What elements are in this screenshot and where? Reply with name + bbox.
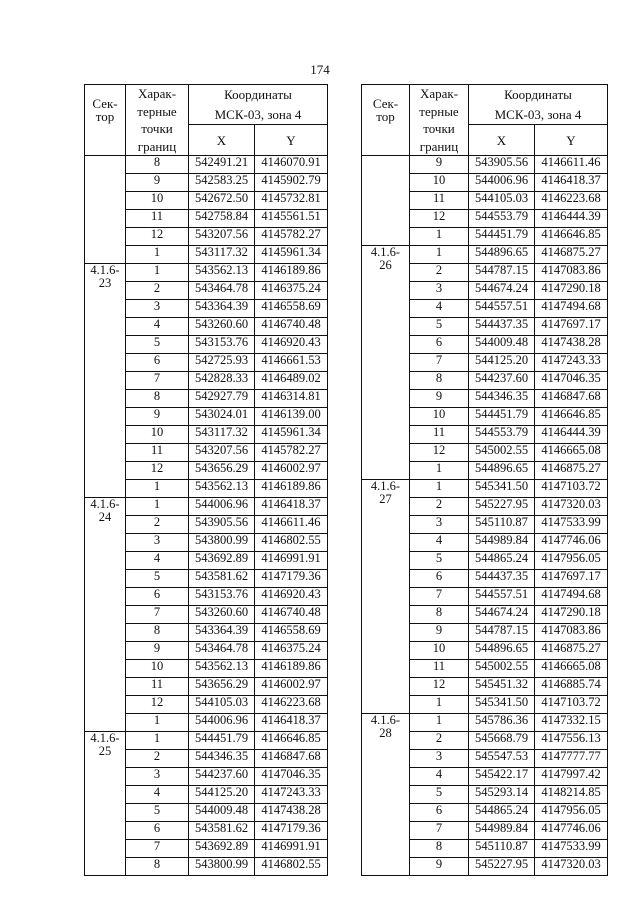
x-coordinate-cell: 544674.24 [469,282,535,300]
point-number-cell: 7 [410,354,469,372]
x-coordinate-cell: 544437.35 [469,318,535,336]
x-coordinate-cell: 544865.24 [469,552,535,570]
x-coordinate-cell: 543024.01 [189,408,255,426]
y-coordinate-cell: 4146139.00 [255,408,328,426]
point-number-cell: 6 [410,804,469,822]
point-number-cell: 8 [126,156,189,174]
y-coordinate-cell: 4147290.18 [535,282,608,300]
x-coordinate-cell: 544896.65 [469,462,535,480]
sector-cell: 4.1.6- 27 [362,480,410,714]
left-coordinates-table [84,84,328,876]
y-coordinate-cell: 4146418.37 [255,498,328,516]
y-coordinate-cell: 4145782.27 [255,444,328,462]
x-coordinate-cell: 543153.76 [189,588,255,606]
y-coordinate-cell: 4146558.69 [255,624,328,642]
x-coordinate-cell: 545422.17 [469,768,535,786]
y-coordinate-cell: 4146875.27 [535,462,608,480]
x-coordinate-cell: 543581.62 [189,822,255,840]
x-coordinate-cell: 544451.79 [469,228,535,246]
x-coordinate-cell: 543692.89 [189,552,255,570]
y-coordinate-cell: 4147494.68 [535,300,608,318]
header-x: X [469,125,535,156]
point-number-cell: 8 [126,858,189,876]
x-coordinate-cell: 542828.33 [189,372,255,390]
point-number-cell: 2 [126,750,189,768]
point-number-cell: 8 [410,840,469,858]
y-coordinate-cell: 4147083.86 [535,624,608,642]
y-coordinate-cell: 4145732.81 [255,192,328,210]
point-number-cell: 2 [126,516,189,534]
sector-cell [85,156,126,264]
y-coordinate-cell: 4147697.17 [535,318,608,336]
point-number-cell: 1 [126,498,189,516]
point-number-cell: 1 [410,480,469,498]
y-coordinate-cell: 4146802.55 [255,534,328,552]
y-coordinate-cell: 4147697.17 [535,570,608,588]
x-coordinate-cell: 543207.56 [189,444,255,462]
y-coordinate-cell: 4147533.99 [535,516,608,534]
point-number-cell: 5 [410,552,469,570]
table-row [362,714,608,732]
y-coordinate-cell: 4147320.03 [535,858,608,876]
y-coordinate-cell: 4146646.85 [535,228,608,246]
y-coordinate-cell: 4146444.39 [535,426,608,444]
point-number-cell: 2 [410,498,469,516]
header-characteristic-points: Харак- терные точки границ [410,85,469,156]
sector-cell: 4.1.6- 24 [85,498,126,732]
y-coordinate-cell: 4145561.51 [255,210,328,228]
y-coordinate-cell: 4147332.15 [535,714,608,732]
point-number-cell: 4 [126,318,189,336]
point-number-cell: 1 [126,732,189,750]
x-coordinate-cell: 544787.15 [469,264,535,282]
point-number-cell: 7 [126,840,189,858]
y-coordinate-cell: 4146885.74 [535,678,608,696]
point-number-cell: 9 [410,858,469,876]
y-coordinate-cell: 4147956.05 [535,552,608,570]
point-number-cell: 9 [410,390,469,408]
y-coordinate-cell: 4148214.85 [535,786,608,804]
y-coordinate-cell: 4146489.02 [255,372,328,390]
x-coordinate-cell: 544787.15 [469,624,535,642]
x-coordinate-cell: 543464.78 [189,282,255,300]
y-coordinate-cell: 4146189.86 [255,264,328,282]
right-coordinates-table [361,84,608,876]
point-number-cell: 1 [126,264,189,282]
sector-cell: 4.1.6- 23 [85,264,126,498]
x-coordinate-cell: 545110.87 [469,516,535,534]
y-coordinate-cell: 4147956.05 [535,804,608,822]
point-number-cell: 11 [126,444,189,462]
point-number-cell: 1 [410,714,469,732]
x-coordinate-cell: 543260.60 [189,606,255,624]
x-coordinate-cell: 543905.56 [189,516,255,534]
y-coordinate-cell: 4146665.08 [535,660,608,678]
x-coordinate-cell: 544125.20 [189,786,255,804]
point-number-cell: 6 [126,354,189,372]
table-row [362,156,608,174]
header-x: X [189,125,255,156]
point-number-cell: 8 [410,372,469,390]
point-number-cell: 5 [126,336,189,354]
point-number-cell: 12 [126,696,189,714]
point-number-cell: 5 [126,570,189,588]
point-number-cell: 3 [410,516,469,534]
point-number-cell: 8 [126,624,189,642]
x-coordinate-cell: 544237.60 [469,372,535,390]
x-coordinate-cell: 544346.35 [469,390,535,408]
y-coordinate-cell: 4146665.08 [535,444,608,462]
point-number-cell: 11 [126,210,189,228]
y-coordinate-cell: 4147320.03 [535,498,608,516]
point-number-cell: 7 [410,588,469,606]
y-coordinate-cell: 4146375.24 [255,642,328,660]
y-coordinate-cell: 4146611.46 [535,156,608,174]
page-number: 174 [310,62,330,77]
point-number-cell: 10 [126,660,189,678]
y-coordinate-cell: 4146189.86 [255,480,328,498]
point-number-cell: 4 [410,768,469,786]
x-coordinate-cell: 545451.32 [469,678,535,696]
y-coordinate-cell: 4145961.34 [255,426,328,444]
point-number-cell: 6 [126,588,189,606]
point-number-cell: 1 [126,480,189,498]
x-coordinate-cell: 545002.55 [469,660,535,678]
point-number-cell: 1 [126,714,189,732]
x-coordinate-cell: 543117.32 [189,426,255,444]
point-number-cell: 3 [410,750,469,768]
point-number-cell: 5 [410,318,469,336]
x-coordinate-cell: 544009.48 [469,336,535,354]
point-number-cell: 5 [126,804,189,822]
y-coordinate-cell: 4146558.69 [255,300,328,318]
point-number-cell: 10 [410,174,469,192]
x-coordinate-cell: 545547.53 [469,750,535,768]
point-number-cell: 4 [410,300,469,318]
y-coordinate-cell: 4146223.68 [535,192,608,210]
y-coordinate-cell: 4146189.86 [255,660,328,678]
y-coordinate-cell: 4146646.85 [535,408,608,426]
point-number-cell: 12 [410,444,469,462]
point-number-cell: 9 [410,624,469,642]
header-characteristic-points: Харак- терные точки границ [126,85,189,156]
table-row [85,498,328,516]
sector-cell: 4.1.6- 26 [362,246,410,480]
x-coordinate-cell: 544105.03 [469,192,535,210]
x-coordinate-cell: 544557.51 [469,588,535,606]
x-coordinate-cell: 545227.95 [469,858,535,876]
x-coordinate-cell: 544896.65 [469,642,535,660]
y-coordinate-cell: 4147046.35 [535,372,608,390]
y-coordinate-cell: 4147438.28 [255,804,328,822]
point-number-cell: 9 [126,408,189,426]
x-coordinate-cell: 543800.99 [189,534,255,552]
point-number-cell: 7 [410,822,469,840]
point-number-cell: 3 [126,534,189,552]
x-coordinate-cell: 545002.55 [469,444,535,462]
x-coordinate-cell: 545341.50 [469,696,535,714]
point-number-cell: 11 [410,426,469,444]
x-coordinate-cell: 543364.39 [189,624,255,642]
x-coordinate-cell: 544674.24 [469,606,535,624]
x-coordinate-cell: 543905.56 [469,156,535,174]
y-coordinate-cell: 4147533.99 [535,840,608,858]
y-coordinate-cell: 4146002.97 [255,678,328,696]
x-coordinate-cell: 543656.29 [189,678,255,696]
point-number-cell: 1 [410,228,469,246]
x-coordinate-cell: 544346.35 [189,750,255,768]
y-coordinate-cell: 4146661.53 [255,354,328,372]
x-coordinate-cell: 544553.79 [469,426,535,444]
point-number-cell: 3 [126,300,189,318]
point-number-cell: 7 [126,372,189,390]
y-coordinate-cell: 4146444.39 [535,210,608,228]
x-coordinate-cell: 543692.89 [189,840,255,858]
y-coordinate-cell: 4146002.97 [255,462,328,480]
point-number-cell: 2 [126,282,189,300]
y-coordinate-cell: 4146418.37 [255,714,328,732]
x-coordinate-cell: 543207.56 [189,228,255,246]
x-coordinate-cell: 542491.21 [189,156,255,174]
x-coordinate-cell: 543562.13 [189,264,255,282]
table-row [362,246,608,264]
x-coordinate-cell: 543581.62 [189,570,255,588]
y-coordinate-cell: 4146646.85 [255,732,328,750]
point-number-cell: 3 [126,768,189,786]
y-coordinate-cell: 4146875.27 [535,642,608,660]
x-coordinate-cell: 544989.84 [469,822,535,840]
x-coordinate-cell: 544553.79 [469,210,535,228]
y-coordinate-cell: 4146991.91 [255,552,328,570]
y-coordinate-cell: 4146802.55 [255,858,328,876]
y-coordinate-cell: 4147103.72 [535,480,608,498]
y-coordinate-cell: 4147243.33 [255,786,328,804]
point-number-cell: 11 [410,192,469,210]
x-coordinate-cell: 544006.96 [189,714,255,732]
x-coordinate-cell: 545227.95 [469,498,535,516]
point-number-cell: 5 [410,786,469,804]
y-coordinate-cell: 4147777.77 [535,750,608,768]
y-coordinate-cell: 4146740.48 [255,606,328,624]
point-number-cell: 11 [410,660,469,678]
y-coordinate-cell: 4146314.81 [255,390,328,408]
y-coordinate-cell: 4147046.35 [255,768,328,786]
header-sector: Сек- тор [85,85,126,156]
x-coordinate-cell: 545293.14 [469,786,535,804]
x-coordinate-cell: 544237.60 [189,768,255,786]
x-coordinate-cell: 545341.50 [469,480,535,498]
point-number-cell: 10 [126,426,189,444]
point-number-cell: 1 [410,462,469,480]
x-coordinate-cell: 544896.65 [469,246,535,264]
y-coordinate-cell: 4147438.28 [535,336,608,354]
header-y: Y [255,125,328,156]
x-coordinate-cell: 542758.84 [189,210,255,228]
table-row [362,480,608,498]
table-row [85,264,328,282]
x-coordinate-cell: 543656.29 [189,462,255,480]
x-coordinate-cell: 543800.99 [189,858,255,876]
y-coordinate-cell: 4145782.27 [255,228,328,246]
table-row [85,732,328,750]
y-coordinate-cell: 4146418.37 [535,174,608,192]
point-number-cell: 10 [410,642,469,660]
point-number-cell: 1 [410,246,469,264]
y-coordinate-cell: 4146611.46 [255,516,328,534]
x-coordinate-cell: 544006.96 [469,174,535,192]
y-coordinate-cell: 4147243.33 [535,354,608,372]
point-number-cell: 6 [410,336,469,354]
y-coordinate-cell: 4147494.68 [535,588,608,606]
point-number-cell: 8 [126,390,189,408]
y-coordinate-cell: 4147179.36 [255,570,328,588]
point-number-cell: 10 [410,408,469,426]
x-coordinate-cell: 545110.87 [469,840,535,858]
x-coordinate-cell: 543364.39 [189,300,255,318]
x-coordinate-cell: 543562.13 [189,480,255,498]
y-coordinate-cell: 4146920.43 [255,336,328,354]
point-number-cell: 9 [126,642,189,660]
y-coordinate-cell: 4146875.27 [535,246,608,264]
x-coordinate-cell: 544437.35 [469,570,535,588]
x-coordinate-cell: 544865.24 [469,804,535,822]
x-coordinate-cell: 544105.03 [189,696,255,714]
point-number-cell: 8 [410,606,469,624]
y-coordinate-cell: 4147556.13 [535,732,608,750]
y-coordinate-cell: 4146223.68 [255,696,328,714]
point-number-cell: 3 [410,282,469,300]
x-coordinate-cell: 542927.79 [189,390,255,408]
point-number-cell: 2 [410,264,469,282]
point-number-cell: 12 [410,210,469,228]
point-number-cell: 6 [126,822,189,840]
point-number-cell: 10 [126,192,189,210]
x-coordinate-cell: 544451.79 [469,408,535,426]
point-number-cell: 12 [126,462,189,480]
y-coordinate-cell: 4147290.18 [535,606,608,624]
point-number-cell: 12 [410,678,469,696]
x-coordinate-cell: 543464.78 [189,642,255,660]
x-coordinate-cell: 544009.48 [189,804,255,822]
x-coordinate-cell: 545668.79 [469,732,535,750]
y-coordinate-cell: 4146740.48 [255,318,328,336]
y-coordinate-cell: 4145902.79 [255,174,328,192]
point-number-cell: 7 [126,606,189,624]
y-coordinate-cell: 4146920.43 [255,588,328,606]
y-coordinate-cell: 4146991.91 [255,840,328,858]
y-coordinate-cell: 4147997.42 [535,768,608,786]
point-number-cell: 11 [126,678,189,696]
y-coordinate-cell: 4147746.06 [535,822,608,840]
x-coordinate-cell: 544451.79 [189,732,255,750]
point-number-cell: 1 [410,696,469,714]
point-number-cell: 4 [410,534,469,552]
point-number-cell: 4 [126,786,189,804]
x-coordinate-cell: 544557.51 [469,300,535,318]
sector-cell [362,156,410,246]
header-coordinates: Координаты МСК-03, зона 4 [469,85,608,125]
point-number-cell: 4 [126,552,189,570]
y-coordinate-cell: 4146070.91 [255,156,328,174]
table-row [85,156,328,174]
y-coordinate-cell: 4147083.86 [535,264,608,282]
y-coordinate-cell: 4146375.24 [255,282,328,300]
y-coordinate-cell: 4146847.68 [535,390,608,408]
x-coordinate-cell: 544006.96 [189,498,255,516]
x-coordinate-cell: 542725.93 [189,354,255,372]
x-coordinate-cell: 543117.32 [189,246,255,264]
sector-cell: 4.1.6- 28 [362,714,410,876]
y-coordinate-cell: 4145961.34 [255,246,328,264]
x-coordinate-cell: 545786.36 [469,714,535,732]
sector-cell: 4.1.6- 25 [85,732,126,876]
x-coordinate-cell: 543153.76 [189,336,255,354]
x-coordinate-cell: 542672.50 [189,192,255,210]
x-coordinate-cell: 543260.60 [189,318,255,336]
x-coordinate-cell: 542583.25 [189,174,255,192]
point-number-cell: 1 [126,246,189,264]
point-number-cell: 9 [126,174,189,192]
header-sector: Сек- тор [362,85,410,156]
x-coordinate-cell: 544125.20 [469,354,535,372]
point-number-cell: 9 [410,156,469,174]
x-coordinate-cell: 544989.84 [469,534,535,552]
header-y: Y [535,125,608,156]
y-coordinate-cell: 4147179.36 [255,822,328,840]
point-number-cell: 6 [410,570,469,588]
point-number-cell: 12 [126,228,189,246]
y-coordinate-cell: 4146847.68 [255,750,328,768]
y-coordinate-cell: 4147103.72 [535,696,608,714]
header-coordinates: Координаты МСК-03, зона 4 [189,85,328,125]
x-coordinate-cell: 543562.13 [189,660,255,678]
y-coordinate-cell: 4147746.06 [535,534,608,552]
point-number-cell: 2 [410,732,469,750]
